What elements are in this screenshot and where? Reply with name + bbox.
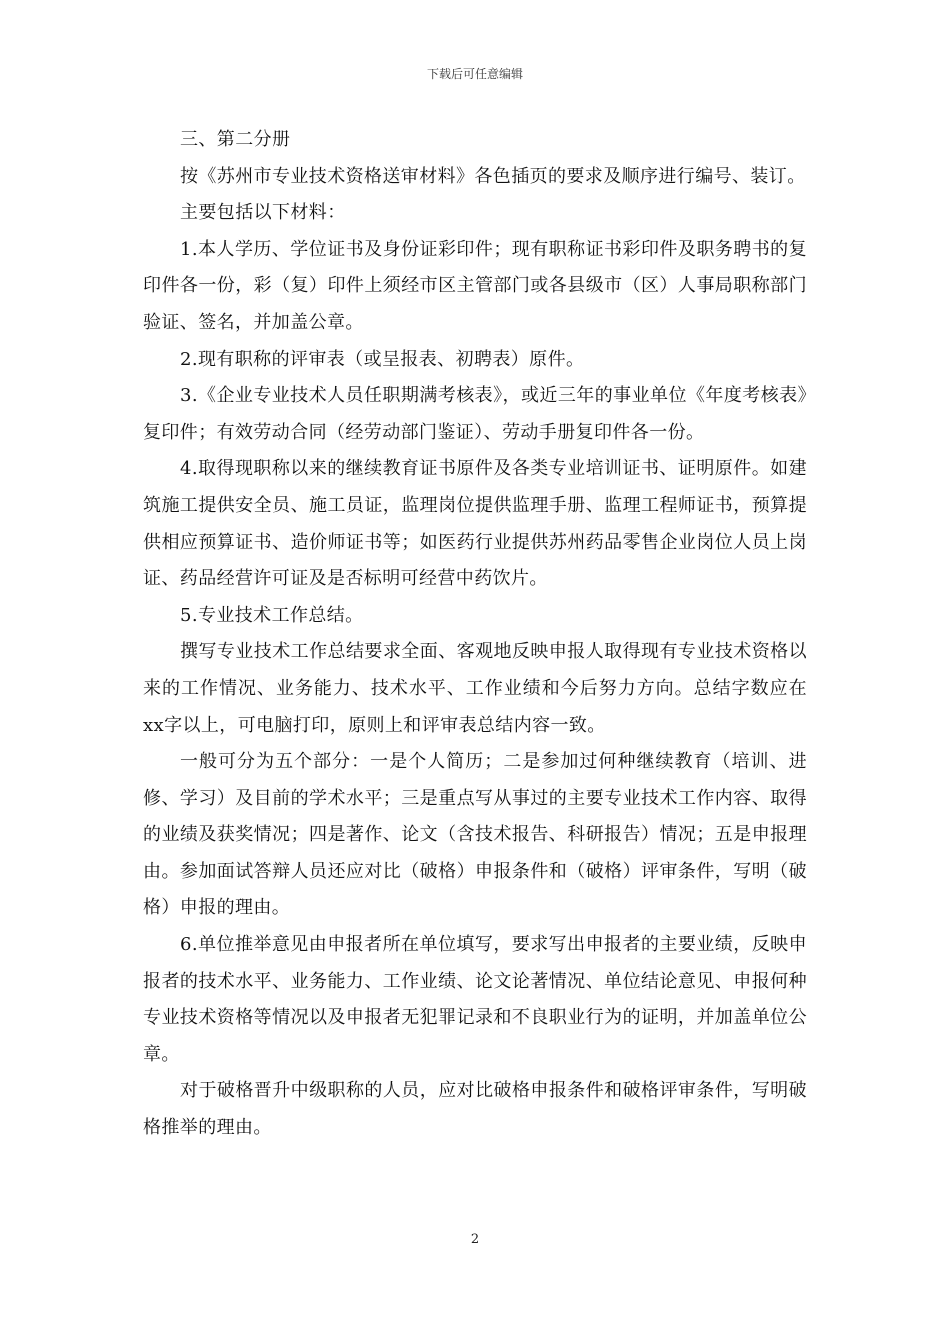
page-header-note: 下载后可任意编辑 — [426, 67, 523, 81]
paragraph-item-3: 3.《企业专业技术人员任职期满考核表》，或近三年的事业单位《年度考核表》复印件；有效劳动合同（经劳动部门鉴证）、劳动手册复印件各一份。 — [143, 385, 807, 443]
paragraph-summary-requirements: 撰写专业技术工作总结要求全面、客观地反映申报人取得现有专业技术资格以来的工作情况、业务能力、技术水平、工作业绩和今后努力方向。总结字数应在xx字以上，可电脑打印，原则上和评审表总结内容一致。 — [143, 641, 807, 736]
paragraph-item-4: 4.取得现职称以来的继续教育证书原件及各类专业培训证书、证明原件。如建筑施工提供安全员、施工员证，监理岗位提供监理手册、监理工程师证书，预算提供相应预算证书、造价师证书等；如医药行业提供苏州药品零售企业岗位人员上岗证、药品经营许可证及是否标明可经营中药饮片。 — [143, 458, 807, 590]
paragraph-exceptional-promotion: 对于破格晋升中级职称的人员，应对比破格申报条件和破格评审条件，写明破格推举的理由。 — [143, 1080, 807, 1139]
document-body — [143, 122, 807, 1147]
section-title: 三、第二分册 — [180, 129, 291, 150]
paragraph-item-5: 5.专业技术工作总结。 — [180, 604, 364, 626]
page-number: 2 — [470, 1232, 480, 1247]
paragraph-summary-parts: 一般可分为五个部分：一是个人简历；二是参加过何种继续教育（培训、进修、学习）及目前的学术水平；三是重点写从事过的主要专业技术工作内容、取得的业绩及获奖情况；四是著作、论文（含技术报告、科研报告）情况；五是申报理由。参加面试答辩人员还应对比（破格）申报条件和（破格）评审条件，写明（破格）申报的理由。 — [143, 751, 807, 919]
paragraph-item-6: 6.单位推举意见由申报者所在单位填写，要求写出申报者的主要业绩，反映申报者的技术水平、业务能力、工作业绩、论文论著情况、单位结论意见、申报何种专业技术资格等情况以及申报者无犯罪记录和不良职业行为的证明，并加盖单位公章。 — [143, 934, 807, 1065]
paragraph-binding-instructions: 按《苏州市专业技术资格送审材料》各色插页的要求及顺序进行编号、装订。 — [180, 165, 806, 187]
paragraph-item-1: 1.本人学历、学位证书及身份证彩印件；现有职称证书彩印件及职务聘书的复印件各一份，彩（复）印件上须经市区主管部门或各县级市（区）人事局职称部门验证、签名，并加盖公章。 — [143, 238, 807, 333]
paragraph-materials-intro: 主要包括以下材料： — [180, 202, 346, 224]
paragraph-item-2: 2.现有职称的评审表（或呈报表、初聘表）原件。 — [180, 348, 585, 370]
